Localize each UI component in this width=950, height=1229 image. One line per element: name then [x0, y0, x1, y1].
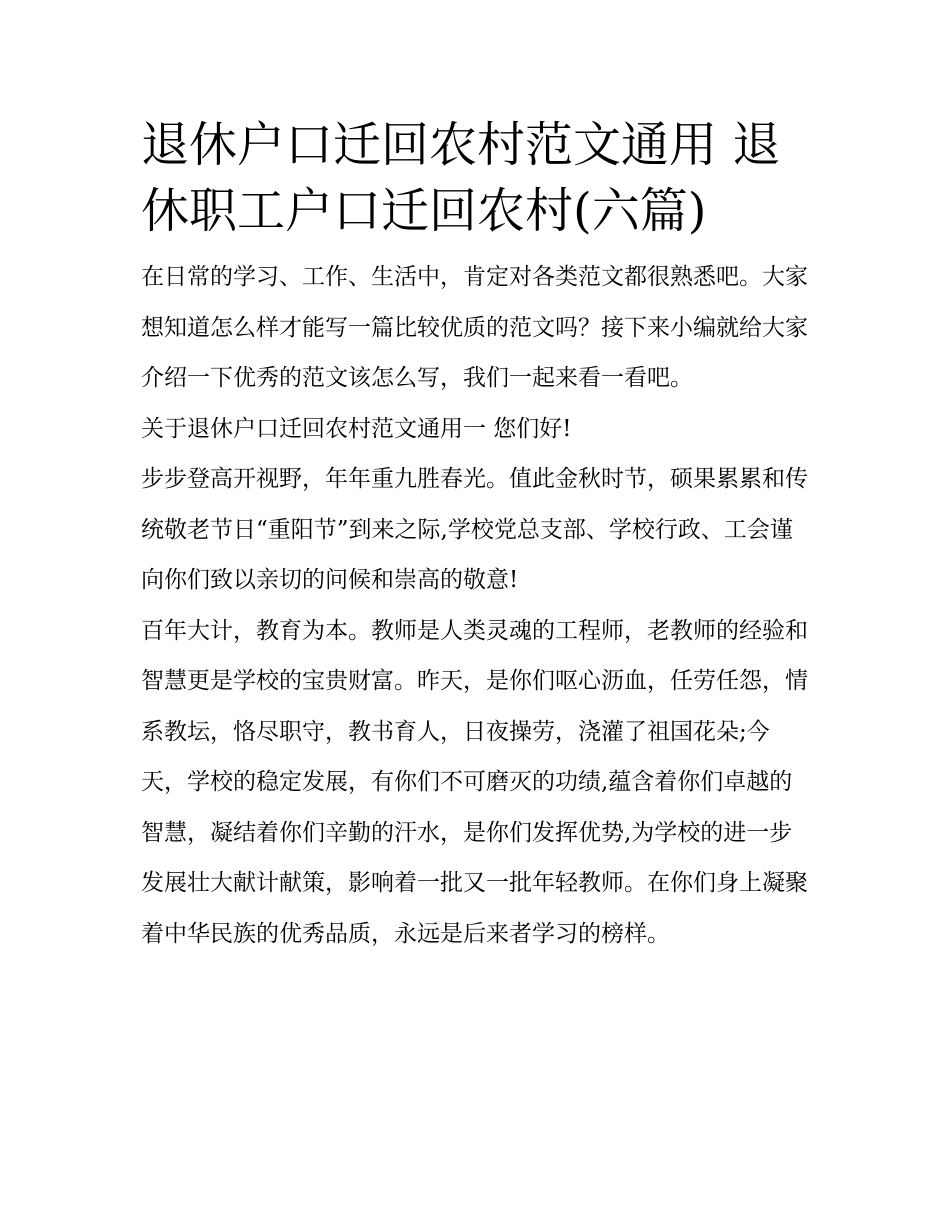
document-page [141, 112, 813, 959]
title-line-2: 休职工户口迁回农村(六篇) [141, 183, 707, 239]
intro-paragraph: 在日常的学习、工作、生活中，肯定对各类范文都很熟悉吧。大家想知道怎么样才能写一篇比较优质的范文吗？接下来小编就给大家介绍一下优秀的范文该怎么写，我们一起来看一看吧。 [141, 264, 808, 391]
title-line-1: 退休户口迁回农村范文通用 退 [141, 117, 781, 173]
education-paragraph: 百年大计，教育为本。教师是人类灵魂的工程师，老教师的经验和智慧更是学校的宝贵财富。昨天，是你们呕心沥血，任劳任怨，情系教坛，恪尽职守，教书育人，日夜操劳，浇灌了祖国花朵;今天，学校的稳定发展，有你们不可磨灭的功绩,蕴含着你们卓越的智慧，凝结着你们辛勤的汗水，是你们发挥优势,为学校的进一步发展壮大献计献策，影响着一批又一批年轻教师。在你们身上凝聚着中华民族的优秀品质，永远是后来者学习的榜样。 [141, 617, 808, 947]
greeting-paragraph: 关于退休户口迁回农村范文通用一 您们好! [141, 415, 572, 442]
document-title [141, 112, 813, 244]
festival-paragraph: 步步登高开视野，年年重九胜春光。值此金秋时节，硕果累累和传统敬老节日“重阳节”到来之际,学校党总支部、学校行政、工会谨向你们致以亲切的问候和崇高的敬意! [141, 466, 808, 593]
